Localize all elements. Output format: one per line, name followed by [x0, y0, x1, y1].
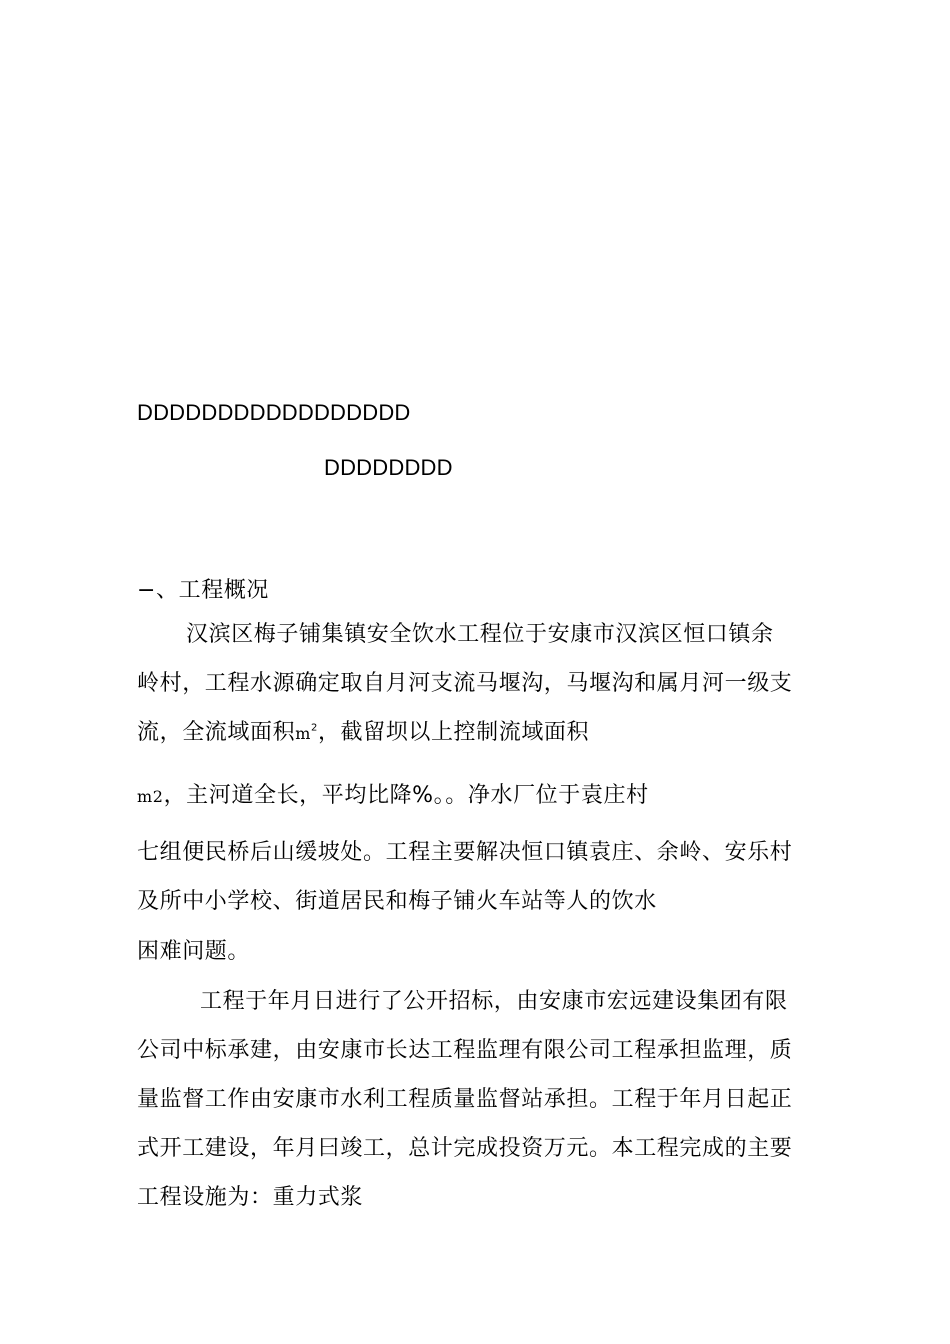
area-unit: m	[295, 724, 311, 743]
paragraph-2-line-5: 工程设施为：重力式浆	[137, 1185, 364, 1210]
garbled-title-line-1: DDDDDDDDDDDDDDDDD	[137, 400, 411, 425]
area-unit-m2: m2	[137, 787, 164, 806]
paragraph-1-line-4	[137, 781, 649, 812]
paragraph-2-line-3: 量监督工作由安康市水利工程质量监督站承担。工程于年月日起正	[137, 1087, 793, 1112]
paragraph-1-line-3-text-a: 流，全流域面积	[137, 720, 296, 745]
paragraph-1-line-1: 汉滨区梅子铺集镇安全饮水工程位于安康市汉滨区恒口镇余	[186, 622, 774, 647]
paragraph-1-line-6: 及所中小学校、街道居民和梅子铺火车站等人的饮水	[137, 889, 657, 914]
paragraph-1-line-3-text-b: ，截留坝以上控制流域面积	[317, 720, 590, 745]
area-unit-superscript: 2	[310, 722, 318, 734]
paragraph-1-line-4-text: ，主河道全长，平均比降%。。净水厂位于袁庄村	[163, 783, 649, 808]
garbled-title-line-2: DDDDDDDD	[324, 455, 453, 480]
paragraph-1-line-7: 困难问题。	[137, 939, 251, 964]
paragraph-1-line-5: 七组便民桥后山缓坡处。工程主要解决恒口镇袁庄、余岭、安乐村	[137, 840, 793, 865]
paragraph-1-line-3	[137, 718, 589, 749]
paragraph-1-line-2: 岭村，工程水源确定取自月河支流马堰沟，马堰沟和属月河一级支	[137, 671, 793, 696]
section-heading: −、工程概况	[137, 578, 270, 603]
paragraph-2-line-1: 工程于年月日进行了公开招标，由安康市宏远建设集团有限	[200, 989, 788, 1014]
paragraph-2-line-2: 公司中标承建，由安康市长达工程监理有限公司工程承担监理，质	[137, 1038, 793, 1063]
paragraph-2-line-4: 式开工建设，年月曰竣工，总计完成投资万元。本工程完成的主要	[137, 1136, 793, 1161]
